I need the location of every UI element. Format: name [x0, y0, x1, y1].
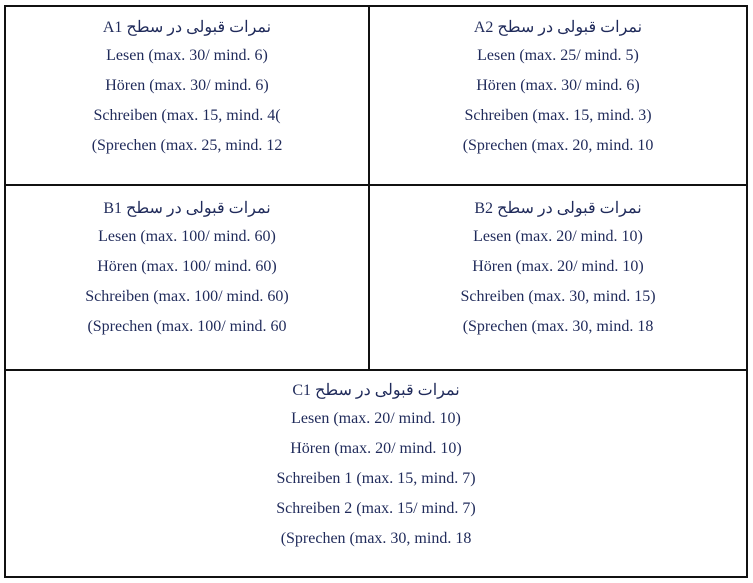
- b1-hoeren: Hören (max. 100/ mind. 60): [97, 258, 277, 275]
- b1-sprechen: (Sprechen (max. 100/ mind. 60: [87, 318, 287, 335]
- level-b2-cell: [370, 186, 746, 371]
- a1-schreiben: Schreiben (max. 15, mind. 4(: [93, 107, 281, 124]
- a2-sprechen: (Sprechen (max. 20, mind. 10: [462, 137, 654, 154]
- c1-sprechen: (Sprechen (max. 30, mind. 18: [280, 530, 472, 547]
- a1-lesen: Lesen (max. 30/ mind. 6): [106, 47, 268, 64]
- level-a2-cell: [370, 7, 746, 186]
- level-b1-heading: نمرات قبولی در سطح B1: [103, 200, 271, 217]
- b2-lesen: Lesen (max. 20/ mind. 10): [473, 228, 643, 245]
- b2-sprechen: (Sprechen (max. 30, mind. 18: [462, 318, 654, 335]
- a1-hoeren: Hören (max. 30/ mind. 6): [105, 77, 269, 94]
- a1-sprechen: (Sprechen (max. 25, mind. 12: [91, 137, 283, 154]
- b2-hoeren: Hören (max. 20/ mind. 10): [472, 258, 644, 275]
- level-b2-heading: نمرات قبولی در سطح B2: [474, 200, 642, 217]
- c1-schreiben-1: Schreiben 1 (max. 15, mind. 7): [276, 470, 476, 487]
- level-a1-cell: [6, 7, 370, 186]
- b2-schreiben: Schreiben (max. 30, mind. 15): [460, 288, 656, 305]
- c1-schreiben-2: Schreiben 2 (max. 15/ mind. 7): [276, 500, 476, 517]
- level-a2-heading: نمرات قبولی در سطح A2: [473, 19, 643, 36]
- a2-hoeren: Hören (max. 30/ mind. 6): [476, 77, 640, 94]
- c1-hoeren: Hören (max. 20/ mind. 10): [290, 440, 462, 457]
- b1-schreiben: Schreiben (max. 100/ mind. 60): [85, 288, 289, 305]
- b1-lesen: Lesen (max. 100/ mind. 60): [98, 228, 276, 245]
- level-c1-cell: [6, 371, 746, 576]
- level-a1-heading: نمرات قبولی در سطح A1: [102, 19, 272, 36]
- a2-lesen: Lesen (max. 25/ mind. 5): [477, 47, 639, 64]
- level-c1-heading: نمرات قبولی در سطح C1: [292, 382, 460, 399]
- level-b1-cell: [6, 186, 370, 371]
- passing-scores-table: [4, 5, 748, 578]
- c1-lesen: Lesen (max. 20/ mind. 10): [291, 410, 461, 427]
- a2-schreiben: Schreiben (max. 15, mind. 3): [464, 107, 652, 124]
